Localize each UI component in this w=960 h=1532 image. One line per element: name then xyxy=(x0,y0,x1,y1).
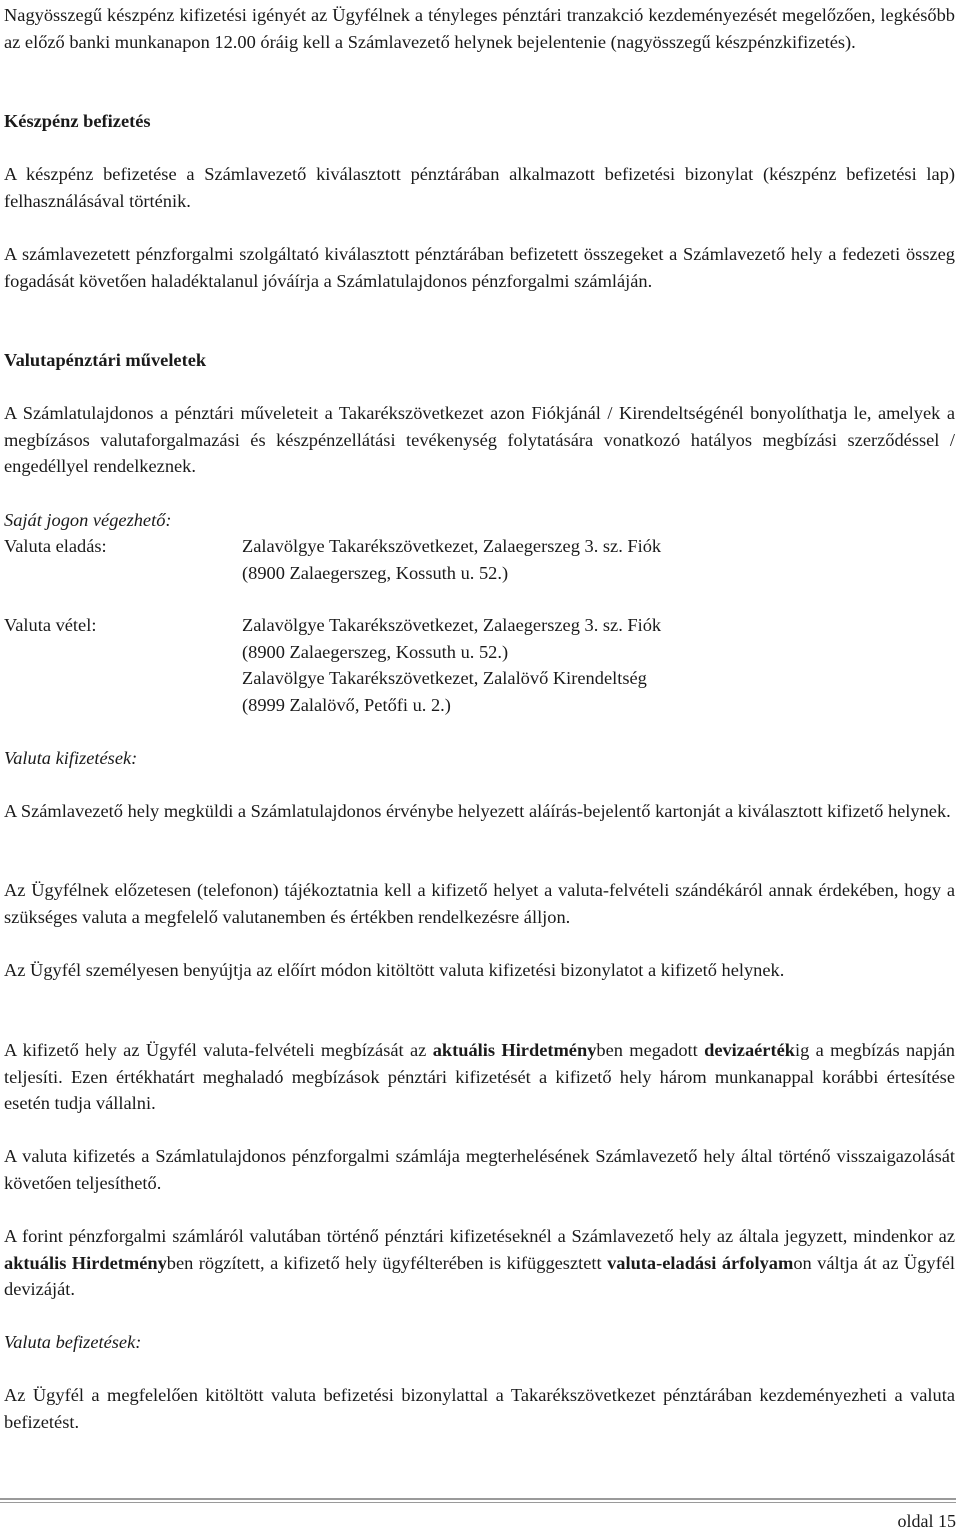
own-right-label-block xyxy=(4,507,955,534)
payouts-text-6 xyxy=(4,1223,955,1303)
payouts-paragraph-5 xyxy=(4,1143,955,1196)
fx-deposits-heading-block xyxy=(4,1329,955,1356)
payouts-paragraph-3 xyxy=(4,957,955,984)
payouts-text-1: A Számlavezető hely megküldi a Számlatulajdonos érvénybe helyezett aláírás-bejelentő kartonját a kiválasztott kifizető helynek. xyxy=(4,801,951,821)
footer-divider-thick xyxy=(0,1498,956,1500)
cash-deposit-paragraph-1 xyxy=(4,161,955,214)
currency-buy-line-2: (8900 Zalaegerszeg, Kossuth u. 52.) xyxy=(242,641,509,662)
payouts-p6-part-c: ben rögzített, a kifizető hely ügyfélterében is kifüggesztett xyxy=(166,1252,608,1273)
payouts-text-3: Az Ügyfél személyesen benyújtja az előírt módon kitöltött valuta kifizetési bizonylatot a kifizető helynek. xyxy=(4,960,785,980)
page-number: oldal 15 xyxy=(897,1511,956,1531)
fx-deposits-heading: Valuta befizetések: xyxy=(4,1332,142,1352)
payouts-p4-part-e: ig a megbízás napján teljesíti. Ezen értékhatárt meghaladó megbízások pénztári kifizetését a kifizető hely három munkanappal korábbi értesítése esetén tudja vállalni. xyxy=(4,1040,956,1113)
payouts-paragraph-4 xyxy=(4,1037,955,1117)
payouts-p4-part-a: A kifizető hely az Ügyfél valuta-felvételi megbízását az xyxy=(4,1040,433,1060)
currency-buy-line-3: Zalavölgye Takarékszövetkezet, Zalalövő Kirendeltség xyxy=(242,668,647,688)
currency-ops-heading: Valutapénztári műveletek xyxy=(4,350,207,370)
footer-divider-thin xyxy=(0,1502,956,1503)
payouts-p4-part-c: ben megadott xyxy=(596,1040,705,1060)
currency-ops-text: A Számlatulajdonos a pénztári műveleteit a Takarékszövetkezet azon Fiókjánál / Kirendeltségénél bonyolíthatja le, amelyek a megbízásos valutaforgalmazási és készpénzellátási tevékenység folytatására vonatkozó hatályos megbízási szerződéssel / engedéllyel rendelkeznek. xyxy=(4,403,955,476)
cash-deposit-heading: Készpénz befizetés xyxy=(4,111,151,131)
currency-buy-line-4: (8999 Zalalövő, Petőfi u. 2.) xyxy=(242,694,451,715)
payouts-p6-part-e: on váltja át az Ügyfél devizáját. xyxy=(4,1252,955,1299)
payouts-text-2: Az Ügyfélnek előzetesen (telefonon) tájékoztatnia kell a kifizető helyet a valuta-felvételi szándékáról annak érdekében, hogy a szükséges valuta a megfelelő valutanemben és értékben rendelkezésre álljon. xyxy=(4,880,955,927)
currency-sale-line-2: (8900 Zalaegerszeg, Kossuth u. 52.) xyxy=(242,562,509,583)
currency-sale-locations xyxy=(242,533,952,586)
currency-sale-line-1: Zalavölgye Takarékszövetkezet, Zalaegerszeg 3. sz. Fiók xyxy=(242,536,662,556)
fx-deposits-text: Az Ügyfél a megfelelően kitöltött valuta befizetési bizonylattal a Takarékszövetkezet pénztárában kezdeményezheti a valuta befizetést. xyxy=(4,1385,955,1432)
intro-paragraph xyxy=(4,2,955,55)
payouts-paragraph-1 xyxy=(4,798,955,825)
payouts-heading-block xyxy=(4,745,955,772)
payouts-text-5: A valuta kifizetés a Számlatulajdonos pénzforgalmi számlája megterhelésének Számlavezető hely által történő visszaigazolását követően teljesíthető. xyxy=(4,1146,955,1193)
own-right-label: Saját jogon végezhető: xyxy=(4,510,172,530)
currency-buy-label: Valuta vétel: xyxy=(4,615,97,635)
cash-deposit-text-1: A készpénz befizetése a Számlavezető kiválasztott pénztárában alkalmazott befizetési bizonylat (készpénz befizetési lap) felhasználásával történik. xyxy=(4,164,955,211)
fx-deposits-paragraph xyxy=(4,1382,955,1435)
payouts-text-4 xyxy=(4,1037,955,1117)
currency-ops-paragraph xyxy=(4,400,955,480)
currency-buy-line-1: Zalavölgye Takarékszövetkezet, Zalaegerszeg 3. sz. Fiók xyxy=(242,615,662,635)
sale-rate-term: valuta-eladási árfolyam xyxy=(607,1252,794,1273)
payouts-paragraph-6 xyxy=(4,1223,955,1303)
intro-text: Nagyösszegű készpénz kifizetési igényét az Ügyfélnek a tényleges pénztári tranzakció kezdeményezését megelőzően, legkésőbb az előző banki munkanapon 12.00 óráig kell a Számlavezető helynek bejelentenie (nagyösszegű készpénzkifizetés). xyxy=(4,5,955,52)
currency-buy-locations xyxy=(242,612,952,718)
current-notice-term-2: aktuális Hirdetmény xyxy=(4,1252,167,1273)
cash-deposit-paragraph-2 xyxy=(4,241,955,294)
payouts-heading: Valuta kifizetések: xyxy=(4,748,138,768)
payouts-paragraph-2 xyxy=(4,877,955,930)
cash-deposit-heading-block xyxy=(4,108,955,135)
currency-sale-label: Valuta eladás: xyxy=(4,536,107,556)
current-notice-term: aktuális Hirdetmény xyxy=(432,1040,597,1060)
currency-ops-heading-block xyxy=(4,347,955,374)
cash-deposit-text-2: A számlavezetett pénzforgalmi szolgáltató kiválasztott pénztárában befizetett összegeket a Számlavezető hely a fedezeti összeg fogadását követően haladéktalanul jóváírja a Számlatulajdonos pénzforgalmi számláján. xyxy=(4,244,955,291)
payouts-p6-part-a: A forint pénzforgalmi számláról valutában történő pénztári kifizetéseknél a Számlavezető hely az általa jegyzett, mindenkor az xyxy=(4,1226,955,1246)
currency-value-term: devizaérték xyxy=(704,1040,795,1060)
